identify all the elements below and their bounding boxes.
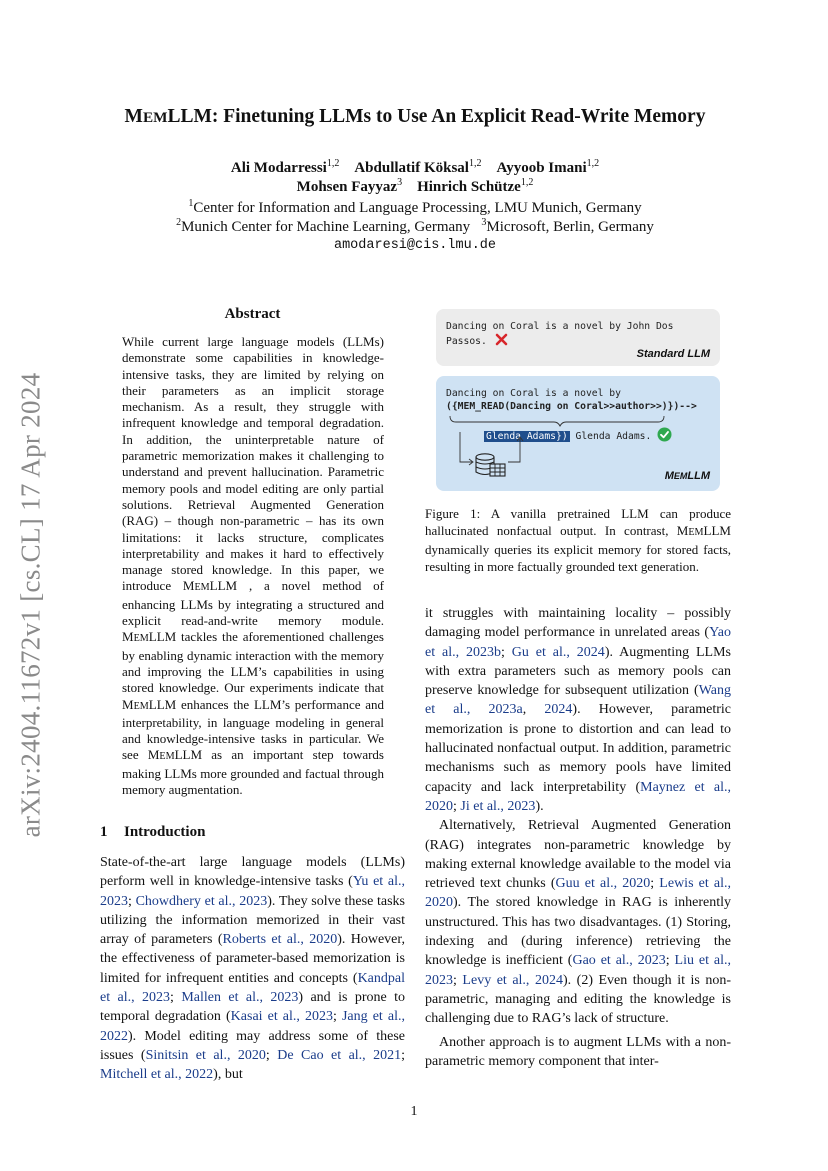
author-line-1: Ali Modarressi$^{1,2}$ Abdullatif Köksal$^{1,2}$ Ayyoob Imani$^{1,2}$ xyxy=(230,158,600,176)
citation-link[interactable]: Kandpal et al., 2023 xyxy=(100,970,405,1006)
citation-link[interactable]: Maynez et al., 2020 xyxy=(425,779,731,814)
citation-link[interactable]: Gao et al., 2023 xyxy=(572,953,666,969)
citation-link[interactable]: Yu et al., 2023 xyxy=(100,874,405,909)
citation-link[interactable]: De Cao et al., 2021 xyxy=(277,1047,402,1063)
citation-link[interactable]: Roberts et al., 2020 xyxy=(222,932,338,948)
citation-link[interactable]: Wang et al., 2023a xyxy=(425,683,731,718)
citation-link[interactable]: Mitchell et al., 2022 xyxy=(100,1067,214,1083)
citation-link[interactable]: Lewis et al., 2020 xyxy=(425,876,732,911)
author: Mohsen Fayyaz xyxy=(296,179,398,195)
citation-link[interactable]: Yao et al., 2023b xyxy=(425,625,731,660)
citation-link[interactable]: Jang et al., 2022 xyxy=(100,1009,405,1044)
figure-1-caption: Figure 1: A vanilla pretrained LLM can produce hallucinated nonfactual output. In contrast, MEMLLM dynamically queries its explicit memory for stored facts, resulting in more factually grounded text generation. xyxy=(425,506,731,574)
standard-llm-box: Dancing on Coral is a novel by John Dos Passos. Standard LLM xyxy=(436,309,720,366)
arxiv-id: arXiv:2404.11672v1 [cs.CL] 17 Apr 2024 xyxy=(15,372,46,838)
standard-llm-label: Standard LLM xyxy=(636,348,710,360)
citation-link[interactable]: Levy et al., 2024 xyxy=(462,972,563,988)
citation-link[interactable]: Chowdhery et al., 2023 xyxy=(135,893,268,909)
database-table-icon xyxy=(474,452,508,478)
intro-paragraph: State-of-the-art large language models (LLMs) perform well in knowledge-intensive tasks (Yu et al., 2023; Chowdhery et al., 2023). They solve these tasks utilizing the information memorized in their vast array of parameters (Roberts et al., 2020). However, the effectiveness of parameter-based memorization is limited for infrequent entities and concepts (Kandpal et al., 2023; Mallen et al., 2023) and is prone to temporal degradation (Kasai et al., 2023; Jang et al., 2022). Model editing may address some of these issues (Sinitsin et al., 2020; De Cao et al., 2021; Mitchell et al., 2022), but xyxy=(100,855,406,1083)
affiliation-1: $^1$Center for Information and Language Processing, LMU Munich, Germany xyxy=(188,198,642,216)
intro-right-column: it struggles with maintaining locality – possibly damaging model performance in unrelated areas (Yao et al., 2023b; Gu et al., 2024). Augmenting LLMs with extra parameters such as memory pools can preserve knowledge for subsequent utilization (Wang et al., 2023a, 2024). However, parametric memorization is prone to distortion and can lead to hallucinated nonfactual output. In addition, parametric mechanisms such as memory pools have limited capacity and lack interpretability (Maynez et al., 2020; Ji et al., 2023). Alternatively, Retrieval Augmented Generation (RAG) integrates non-parametric knowledge by making external knowledge available to the model via retrieved text chunks (Guu et al., 2020; Lewis et al., 2020). The stored knowledge in RAG is inherently unstructured. This has two disadvantages. (1) Storing, indexing and (during inference) retrieving the knowledge is inefficient (Gao et al., 2023; Liu et al., 2023; Levy et al., 2024). (2) Even though it is non-parametric, managing and editing the knowledge is challenging due to RAG’s lack of structure. Another approach is to augment LLMs with a non-parametric memory component that inter- xyxy=(425,606,732,1069)
abstract-heading: Abstract xyxy=(224,306,281,322)
author: Ayyoob Imani xyxy=(496,160,587,176)
memory-result-highlight: Glenda Adams}) xyxy=(486,431,568,442)
page-number: 1 xyxy=(410,1104,418,1119)
citation-link[interactable]: Kasai et al., 2023 xyxy=(230,1009,333,1025)
affiliation-2: $^2$Munich Center for Machine Learning, Germany $^3$Microsoft, Berlin, Germany xyxy=(176,217,654,235)
author: Abdullatif Köksal xyxy=(354,160,469,176)
citation-link[interactable]: Sinitsin et al., 2020 xyxy=(145,1047,266,1063)
memllm-label: MEMLLM xyxy=(664,470,710,482)
paper-title: MEMLLM: Finetuning LLMs to Use An Explicit Read-Write Memory xyxy=(124,106,706,127)
author-email: amodaresi@cis.lmu.de xyxy=(333,238,497,253)
citation-link[interactable]: Ji et al., 2023 xyxy=(460,798,536,814)
citation-link[interactable]: Gu et al., 2024 xyxy=(511,644,605,660)
arxiv-watermark xyxy=(14,365,48,845)
citation-link[interactable]: Mallen et al., 2023 xyxy=(181,990,299,1006)
citation-link[interactable]: 2024 xyxy=(544,702,573,718)
cross-icon xyxy=(495,333,508,346)
abstract-text: While current large language models (LLMs) demonstrate some capabilities in knowledge-intensive tasks, they are limited by relying on their parameters as an implicit storage mechanism. As a result, they struggle with infrequent knowledge and temporal degradation. In addition, the uninterpretable nature of parametric memorization makes it challenging to understand and prevent hallucination. Parametric memory pools and model editing are only partial solutions. Retrieval Augmented Generation (RAG) – though non-parametric – has its own limitations: it lacks structure, complicates interpretability and makes it hard to effectively manage stored knowledge. In this paper, we introduce MEMLLM , a novel method of enhancing LLMs by integrating a structured and explicit read-and-write memory module. MEMLLM tackles the aforementioned challenges by enabling dynamic interaction with the memory and improving the LLM’s capabilities in using stored knowledge. Our experiments indicate that MEMLLM enhances the LLM’s performance and interpretability, in language modeling in general and knowledge-intensive tasks in particular. We see MEMLLM as an important step towards making LLMs more grounded and factual through memory augmentation. xyxy=(122,334,384,798)
author-line-2: Mohsen Fayyaz$^3$ Hinrich Schütze$^{1,2}$ xyxy=(296,177,534,195)
author: Ali Modarressi xyxy=(230,160,327,176)
section-heading-introduction: 1 Introduction xyxy=(100,824,206,840)
memllm-box: Dancing on Coral is a novel by ({MEM_READ(Dancing on Coral>>author>>)})--> Glenda Adams}) Glenda Adams. MEMLLM xyxy=(436,376,720,491)
author: Hinrich Schütze xyxy=(417,179,521,195)
citation-link[interactable]: Guu et al., 2020 xyxy=(555,876,651,892)
citation-link[interactable]: Liu et al., 2023 xyxy=(425,953,732,988)
